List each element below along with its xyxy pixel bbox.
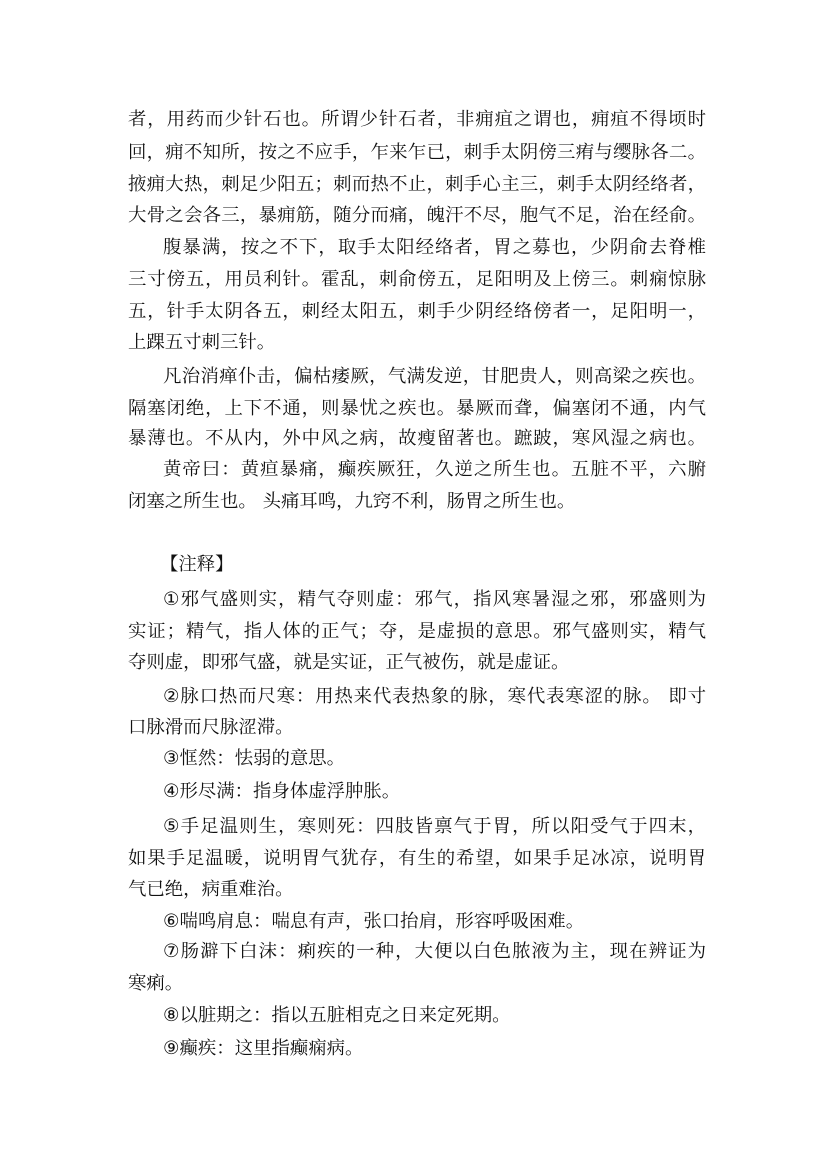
note-line: 夺则虚，即邪气盛，就是实证，正气被伤，就是虚证。 [128,652,570,673]
text-line: 五，针手太阴各五，刺经太阳五，刺手少阴经络傍者一，足阳明一， [128,301,706,322]
notes-heading: 【注释】 [160,554,234,575]
text-line: 黄帝曰：黄疸暴痛，癫疾厥狂，久逆之所生也。五脏不平，六腑 [163,459,706,480]
text-line: 暴薄也。不从内，外中风之病，故瘦留著也。蹠跛，寒风湿之病也。 [128,428,706,449]
note-line: ⑥喘鸣肩息：喘息有声，张口抬肩，形容呼吸困难。 [163,911,585,932]
note-line: 实证；精气，指人体的正气；夺，是虚损的意思。邪气盛则实，精气 [128,621,706,642]
note-line: 如果手足温暖，说明胃气犹存，有生的希望，如果手足冰凉，说明胃 [128,848,706,869]
note-line: ④形尽满：指身体虚浮肿胀。 [163,781,401,802]
note-line: ⑤手足温则生，寒则死：四肢皆禀气于胃，所以阳受气于四末， [163,816,706,837]
text-line: 者，用药而少针石也。所谓少针石者，非痈疽之谓也，痈疽不得顷时 [128,109,706,130]
note-line: ⑦肠澼下白沫：痢疾的一种，大便以白色脓液为主，现在辨证为 [163,941,706,962]
note-line: 口脉滑而尺脉涩滞。 [128,717,294,738]
text-line: 上踝五寸刺三针。 [128,332,276,353]
text-line: 回，痈不知所，按之不应手，乍来乍已，刺手太阴傍三痏与缨脉各二。 [128,142,706,163]
text-line: 腹暴满，按之不下，取手太阳经络者，胃之募也，少阴俞去脊椎 [163,237,706,258]
text-line: 隔塞闭绝，上下不通，则暴忧之疾也。暴厥而聋，偏塞闭不通，内气 [128,398,706,419]
text-line: 闭塞之所生也。 头痛耳鸣，九窍不利，肠胃之所生也。 [128,491,576,512]
note-line: ③恇然：怯弱的意思。 [163,748,346,769]
note-line: ①邪气盛则实，精气夺则虚：邪气，指风寒暑湿之邪，邪盛则为 [163,589,706,610]
note-line: ⑧以脏期之：指以五脏相克之日来定死期。 [163,1005,511,1026]
note-line: ⑨癫疾：这里指癫痫病。 [163,1038,364,1059]
text-line: 大骨之会各三，暴痈筋，随分而痛，魄汗不尽，胞气不足，治在经俞。 [128,205,706,226]
note-line: ②脉口热而尺寒：用热来代表热象的脉，寒代表寒涩的脉。 即寸 [163,686,706,707]
text-line: 凡治消瘅仆击，偏枯痿厥，气满发逆，甘肥贵人，则高梁之疾也。 [163,366,706,387]
note-line: 气已绝，病重难治。 [128,879,294,900]
text-line: 三寸傍五，用员利针。霍乱，刺俞傍五，足阳明及上傍三。刺痫惊脉 [128,269,706,290]
text-line: 掖痈大热，刺足少阳五；刺而热不止，刺手心主三，刺手太阴经络者， [128,174,706,195]
note-line: 寒痢。 [128,973,184,994]
